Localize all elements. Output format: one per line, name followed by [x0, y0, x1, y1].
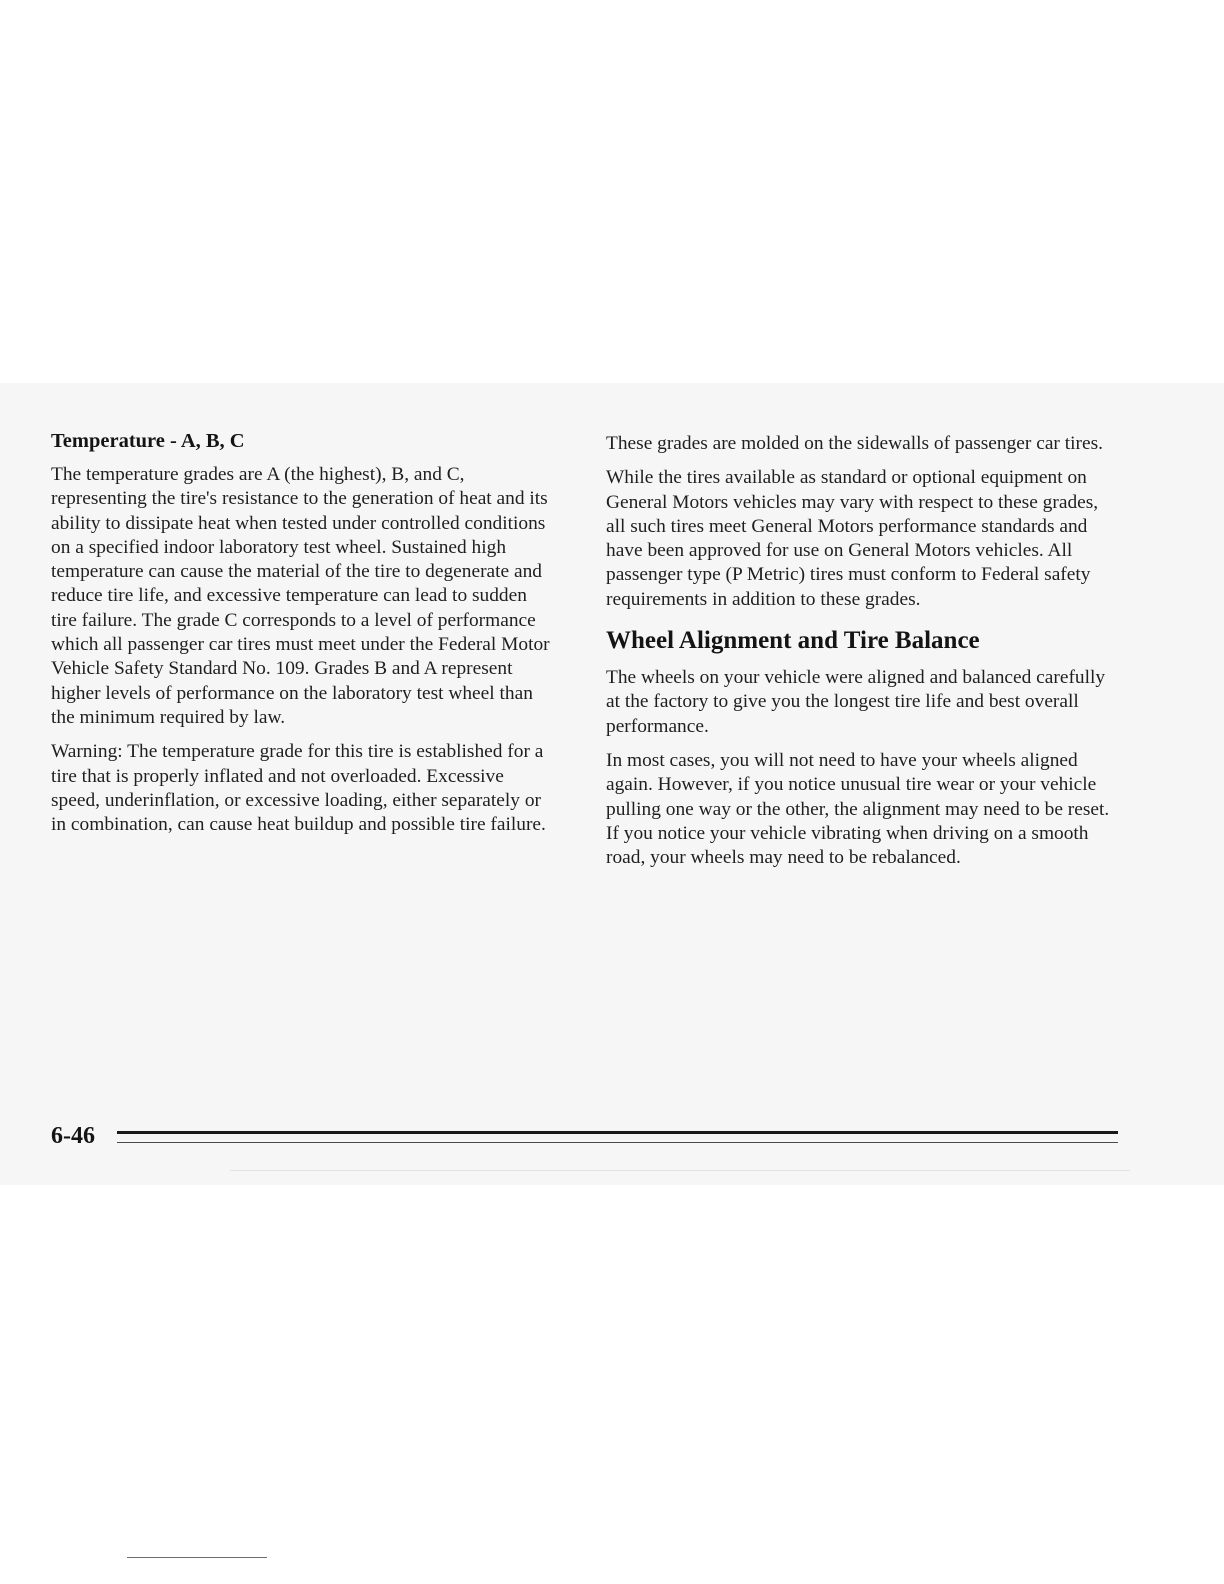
sidewall-paragraph: These grades are molded on the sidewalls of passenger car tires. [606, 433, 1103, 454]
bottom-link-underline [127, 1557, 267, 1558]
warning-paragraph: Warning: The temperature grade for this tire is established for a tire that is properly inflated and not overloaded. Excessive speed, underinflation, or excessive loading, either separately or in combination, can cause heat buildup and possible tire failure. [51, 741, 546, 836]
footer-rule-thin [117, 1142, 1118, 1143]
wheel-alignment-heading: Wheel Alignment and Tire Balance [606, 627, 980, 655]
footer-rule-faint [230, 1170, 1130, 1171]
right-column [606, 432, 1116, 880]
left-column [51, 429, 551, 847]
realignment-paragraph: In most cases, you will not need to have your wheels aligned again. However, if you notice unusual tire wear or your vehicle pulling one way or the other, the alignment may need to be reset. If you notice your vehicle vibrating when driving on a smooth road, your wheels may need to be rebalanced. [606, 749, 1110, 869]
footer-rule-thick [117, 1131, 1118, 1134]
gm-standards-paragraph: While the tires available as standard or optional equipment on General Motors vehicles may vary with respect to these grades, all such tires meet General Motors performance standards and have been approved for use on General Motors vehicles. All passenger type (P Metric) tires must conform to Federal safety requirements in addition to these grades. [606, 467, 1099, 610]
temperature-subheading: Temperature - A, B, C [51, 430, 245, 452]
temperature-grades-paragraph: The temperature grades are A (the highest), B, and C, representing the tire's resistance to the generation of heat and its ability to dissipate heat when tested under controlled conditions on a specified indoor laboratory test wheel. Sustained high temperature can cause the material of the tire to degenerate and reduce tire life, and excessive temperature can lead to sudden tire failure. The grade C corresponds to a level of performance which all passenger car tires must meet under the Federal Motor Vehicle Safety Standard No. 109. Grades B and A represent higher levels of performance on the laboratory test wheel than the minimum required by law. [51, 464, 550, 728]
factory-alignment-paragraph: The wheels on your vehicle were aligned and balanced carefully at the factory to give you the longest tire life and best overall performance. [606, 667, 1106, 737]
page-number: 6-46 [51, 1123, 95, 1149]
